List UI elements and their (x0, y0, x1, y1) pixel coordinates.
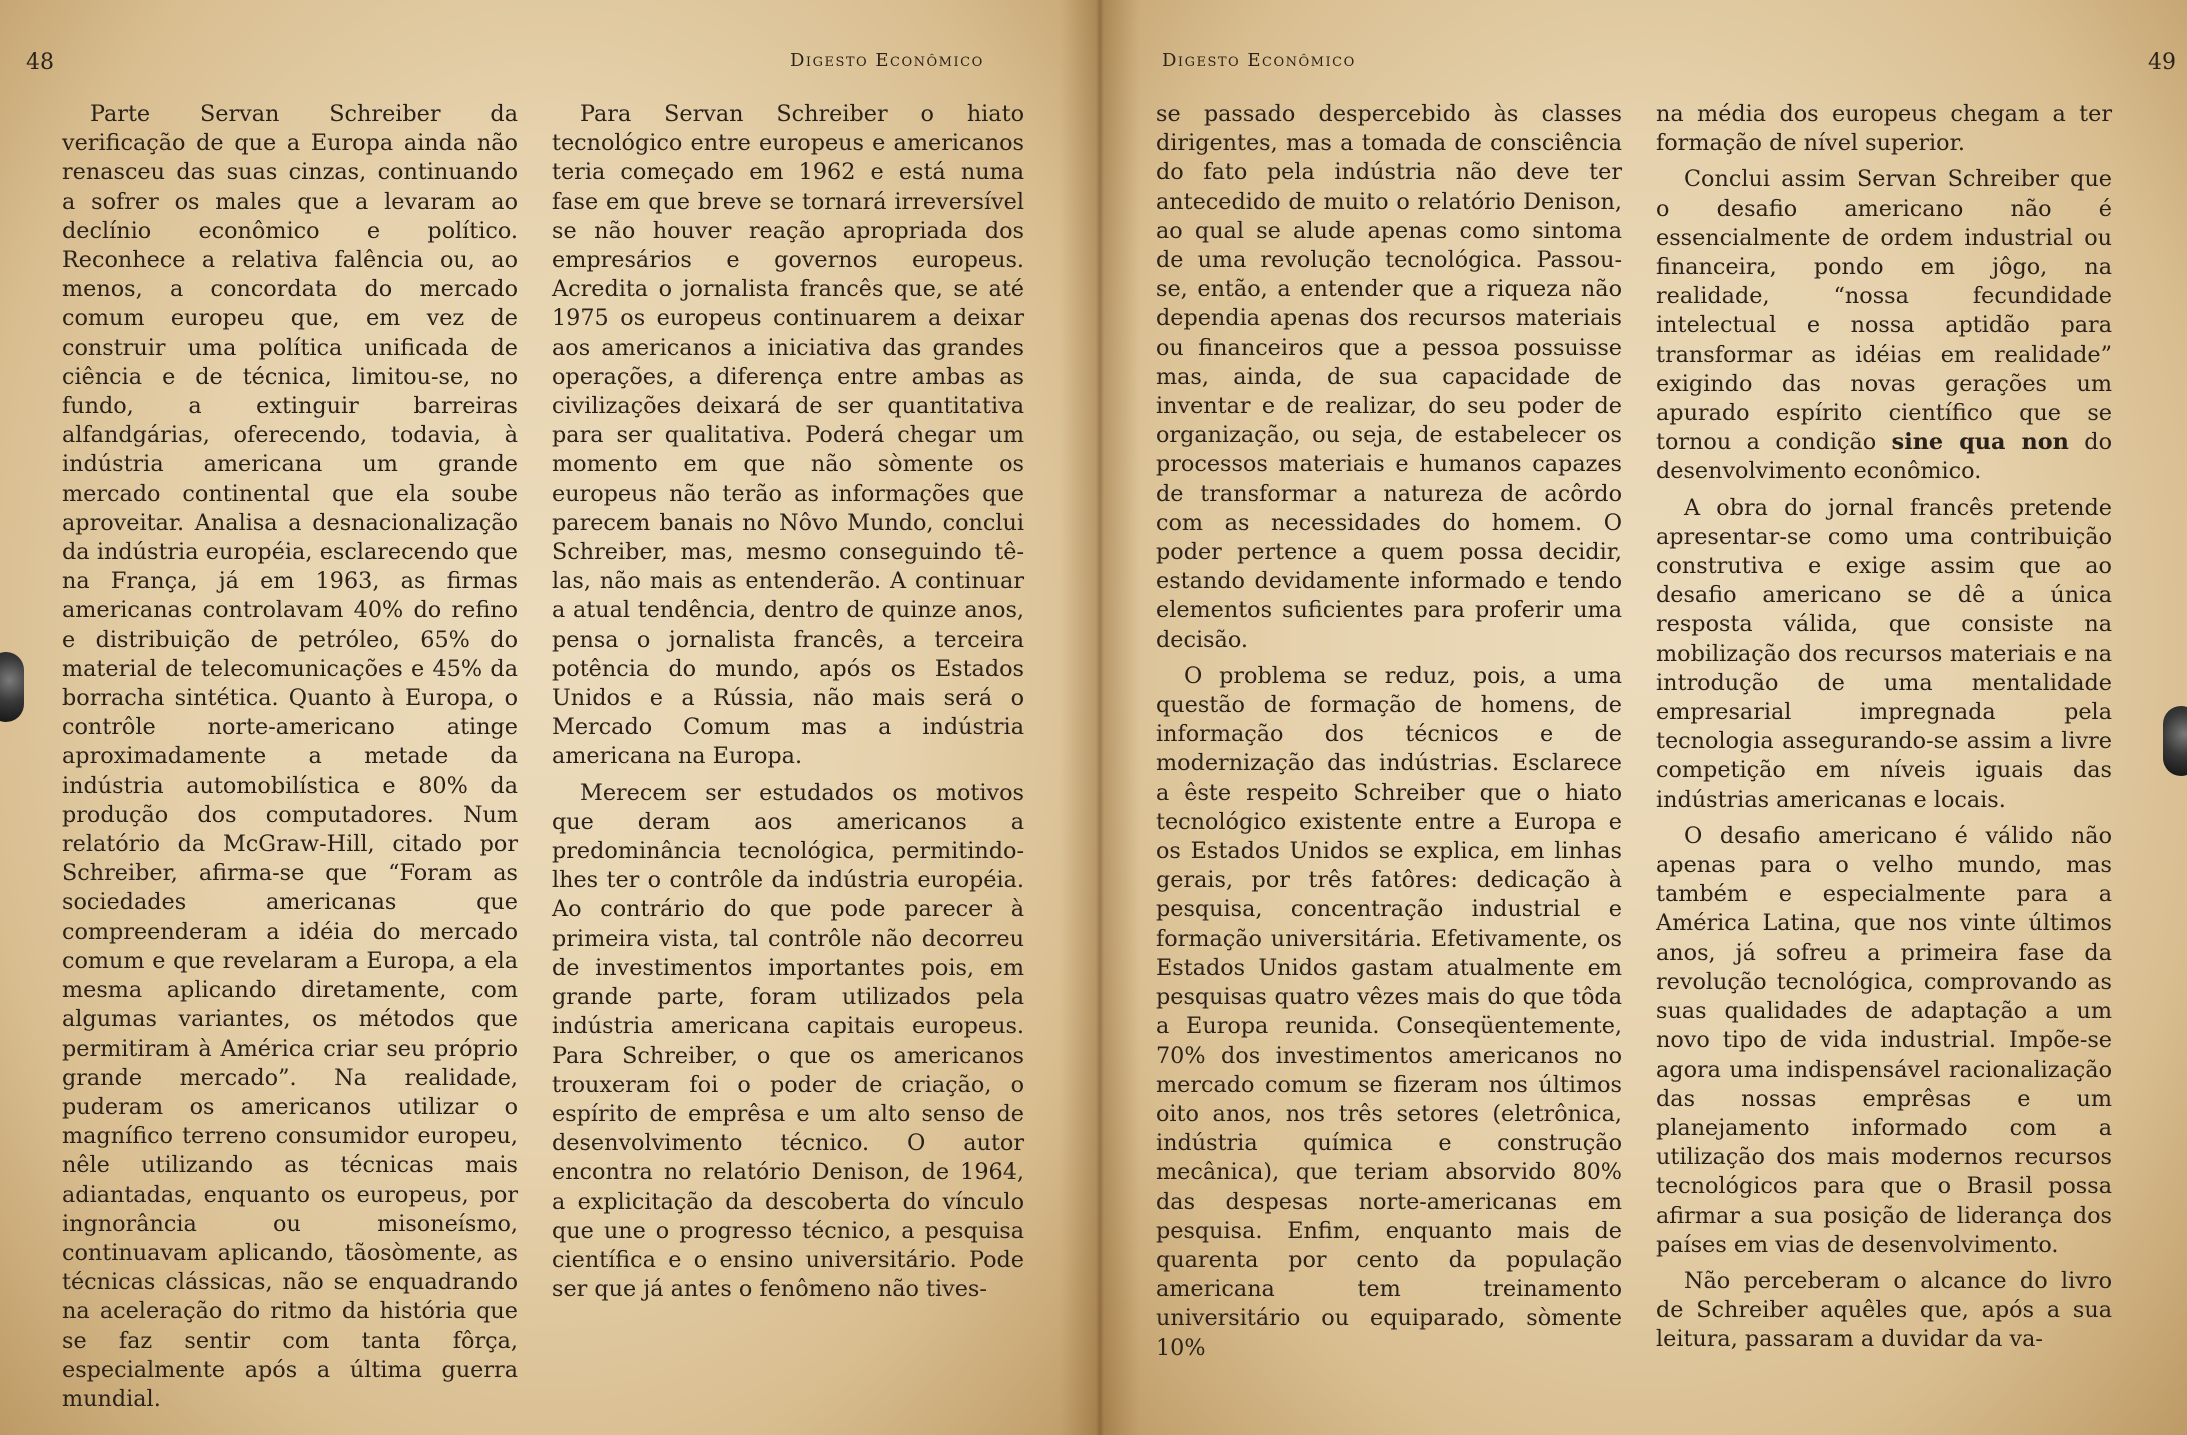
paragraph: O problema se reduz, pois, a uma questão de formação de homens, de informação dos técnicos e de modernização das indústrias. Esclarece a êste respeito Schreiber que o hiato tecnológico existente entre a Europa e os Estados Unidos se explica, em linhas gerais, por três fatôres: dedicação à pesquisa, concentração industrial e formação universitária. Efetivamente, os Estados Unidos gastam atualmente em pesquisas quatro vêzes mais do que tôda a Europa reunida. Conseqüentemente, 70% dos investimentos americanos no mercado comum se fizeram nos últimos oito anos, nos três setores (eletrônica, indústria química e construção mecânica), que teriam absorvido 80% das despesas norte-americanas em pesquisa. Enfim, enquanto mais de quarenta por cento da população americana tem treinamento universitário ou equiparado, sòmente 10% (1156, 662, 1622, 1361)
binder-clip-left (0, 652, 24, 722)
running-head-right: Digesto Econômico (1162, 50, 1356, 71)
paragraph (1656, 165, 2112, 486)
page-number-left: 48 (26, 50, 54, 75)
running-head-left: Digesto Econômico (790, 50, 984, 71)
paragraph-text: Conclui assim Servan Schreiber que o desafio americano não é essencialmente de ordem industrial ou financeira, pondo em jôgo, na realidade, “nossa fecundidade intelectual e nossa aptidão para transformar as idéias em realidade” exigindo das novas gerações um apurado espírito científico que se tornou a condição (1656, 166, 2112, 456)
latin-phrase: sine qua non (1891, 429, 2069, 456)
column-3 (1156, 100, 1622, 1370)
paragraph: na média dos europeus chegam a ter formação de nível superior. (1656, 101, 2112, 157)
column-4 (1656, 100, 2112, 1362)
paragraph: Não perceberam o alcance do livro de Schreiber aquêles que, após a sua leitura, passaram a duvidar da va- (1656, 1267, 2112, 1353)
book-gutter (1060, 0, 1140, 1435)
right-page (1100, 0, 2187, 1435)
paragraph: A obra do jornal francês pretende apresentar-se como uma contribuição construtiva e exige assim que ao desafio americano se dê a única resposta válida, que consiste na mobilização dos recursos materiais e na introdução de uma mentalidade empresarial impregnada pela tecnologia assegurando-se assim a livre competição em níveis iguais das indústrias americanas e locais. (1656, 494, 2112, 813)
column-2 (552, 100, 1024, 1311)
column-1 (62, 100, 518, 1421)
page-number-right: 49 (2148, 50, 2176, 75)
paragraph: Parte Servan Schreiber da verificação de que a Europa ainda não renasceu das suas cinzas, continuando a sofrer os males que a levaram ao declínio econômico e político. Reconhece a relativa falência ou, ao menos, a concordata do mercado comum europeu que, em vez de construir uma política unificada de ciência e de técnica, limitou-se, no fundo, a extinguir barreiras alfandgárias, oferecendo, todavia, à indústria americana um grande mercado continental que ela soube aproveitar. Analisa a desnacionalização da indústria européia, esclarecendo que na França, já em 1963, as firmas americanas controlavam 40% do refino e distribuição de petróleo, 65% do material de telecomunicações e 45% da borracha sintética. Quanto à Europa, o contrôle norte-americano atinge aproximadamente a metade da indústria automobilística e 80% da produção dos computadores. Num relatório da McGraw-Hill, citado por Schreiber, afirma-se que “Foram as sociedades americanas que compreenderam a idéia do mercado comum e que revelaram a Europa, a ela mesma aplicando diretamente, com algumas variantes, os métodos que permitiram à América criar seu próprio grande mercado”. Na realidade, puderam os americanos utilizar o magnífico terreno consumidor europeu, nêle utilizando as técnicas mais adiantadas, enquanto os europeus, por ingnorância ou misoneísmo, continuavam aplicando, tãosòmente, as técnicas clássicas, não se enquadrando na aceleração do ritmo da história que se faz sentir com tanta fôrça, especialmente após a última guerra mundial. (62, 101, 518, 1412)
paragraph: O desafio americano é válido não apenas para o velho mundo, mas também e especialmente para a América Latina, que nos vinte últimos anos, já sofreu a primeira fase da revolução tecnológica, comprovando as suas qualidades de adaptação a um novo tipo de vida industrial. Impõe-se agora uma indispensável racionalização das nossas emprêsas e um planejamento informado com a utilização dos mais modernos recursos tecnológicos para que o Brasil possa afirmar a sua posição de liderança dos países em vias de desenvolvimento. (1656, 822, 2112, 1258)
paragraph: Para Servan Schreiber o hiato tecnológico entre europeus e americanos teria começado em 1962 e está numa fase em que breve se tornará irreversível se não houver reação apropriada dos empresários e governos europeus. Acredita o jornalista francês que, se até 1975 os europeus continuarem a deixar aos americanos a iniciativa das grandes operações, a diferença entre ambas as civilizações deixará de ser quantitativa para ser qualitativa. Poderá chegar um momento em que não sòmente os europeus não terão as informações que parecem banais no Nôvo Mundo, conclui Schreiber, mas, mesmo conseguindo tê-las, não mais as entenderão. A continuar a atual tendência, dentro de quinze anos, pensa o jornalista francês, a terceira potência do mundo, após os Estados Unidos e a Rússia, não mais será o Mercado Comum mas a indústria americana na Europa. (552, 101, 1024, 770)
paragraph-text: do desenvolvimento econômico. (1656, 429, 2112, 485)
paragraph: se passado despercebido às classes dirigentes, mas a tomada de consciência do fato pela indústria não deve ter antecedido de muito o relatório Denison, ao qual se alude apenas como sintoma de uma revolução tecnológica. Passou-se, então, a entender que a riqueza não dependia apenas dos recursos materiais ou financeiros que a pessoa possuisse mas, ainda, de sua capacidade de inventar e de realizar, do seu poder de organização, ou seja, de estabelecer os processos materiais e humanos capazes de transformar a natureza de acôrdo com as necessidades do homem. O poder pertence a quem possa decidir, estando devidamente informado e tendo elementos suficientes para proferir uma decisão. (1156, 101, 1622, 653)
paragraph: Merecem ser estudados os motivos que deram aos americanos a predominância tecnológica, permitindo-lhes ter o contrôle da indústria européia. Ao contrário do que pode parecer à primeira vista, tal contrôle não decorreu de investimentos importantes pois, em grande parte, foram utilizados pela indústria americana capitais europeus. Para Schreiber, o que os americanos trouxeram foi o poder de criação, o espírito de emprêsa e um alto senso de desenvolvimento técnico. O autor encontra no relatório Denison, de 1964, a explicitação da descoberta do vínculo que une o progresso técnico, a pesquisa científica e o ensino universitário. Pode ser que já antes o fenômeno não tives- (552, 779, 1024, 1303)
binder-clip-right (2163, 706, 2187, 776)
